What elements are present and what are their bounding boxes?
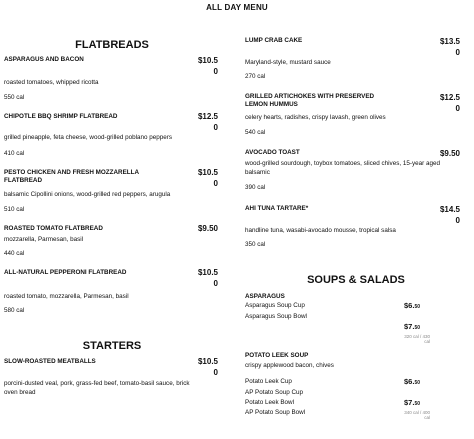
section-heading-flatbreads: FLATBREADS (75, 39, 149, 51)
item-cal-asparagus-bacon: 550 cal (4, 94, 25, 101)
soup-cal-asparagus: 320 cal / 430 cal (404, 334, 430, 344)
soup-option-asparagus-cup: Asparagus Soup Cup (245, 302, 305, 309)
item-price-chipotle: $12.5 0 (197, 112, 218, 132)
item-cal-crab-cake: 270 cal (245, 73, 266, 80)
item-cal-artichokes: 540 cal (245, 129, 266, 136)
item-desc-roasted-tomato: mozzarella, Parmesan, basil (4, 236, 84, 243)
item-price-meatballs: $10.5 0 (197, 357, 218, 377)
soup-title-asparagus: ASPARAGUS (245, 293, 285, 300)
item-cal-pepperoni: 580 cal (4, 307, 25, 314)
soup-cal-potato-leek: 340 cal / 400 cal (404, 410, 430, 420)
item-name-avocado-toast: AVOCADO TOAST (245, 149, 300, 156)
soup-desc-potato-leek: crispy applewood bacon, chives (245, 362, 334, 369)
soup-option-potato-leek-cup: Potato Leek Cup (245, 378, 292, 385)
soup-title-potato-leek: POTATO LEEK SOUP (245, 352, 309, 359)
item-desc-crab-cake: Maryland-style, mustard sauce (245, 59, 331, 66)
item-price-artichokes: $12.5 0 (439, 93, 460, 113)
item-cal-roasted-tomato: 440 cal (4, 250, 25, 257)
soup-option-asparagus-bowl: Asparagus Soup Bowl (245, 313, 307, 320)
item-desc-pesto: balsamic Cipollini onions, wood-grilled red peppers, arugula (4, 191, 171, 198)
soup-option-ap-potato-cup: AP Potato Soup Cup (245, 389, 303, 396)
item-desc-chipotle: grilled pineapple, feta cheese, wood-grilled poblano peppers (4, 134, 173, 141)
item-name-pesto: PESTO CHICKEN AND FRESH MOZZARELLA FLATBREAD (4, 169, 140, 184)
item-price-asparagus-bacon: $10.5 0 (197, 56, 218, 76)
item-desc-pepperoni: roasted tomato, mozzarella, Parmesan, basil (4, 293, 129, 300)
item-desc-ahi-tuna: handline tuna, wasabi-avocado mousse, tropical salsa (245, 227, 396, 234)
section-heading-soups-salads: SOUPS & SALADS (307, 274, 405, 286)
soup-price-asparagus-bowl: $7.50 (404, 322, 420, 331)
item-name-chipotle: CHIPOTLE BBQ SHRIMP FLATBREAD (4, 113, 118, 120)
item-price-ahi-tuna: $14.5 0 (439, 205, 460, 225)
item-name-roasted-tomato: ROASTED TOMATO FLATBREAD (4, 225, 103, 232)
item-price-roasted-tomato: $9.50 (197, 224, 218, 233)
item-desc-avocado-toast: wood-grilled sourdough, toybox tomatoes, sliced chives, 15-year aged balsamic (245, 160, 440, 176)
soup-price-potato-leek-bowl: $7.50 (404, 398, 420, 407)
soup-price-potato-leek-cup: $6.50 (404, 377, 420, 386)
item-desc-meatballs: porcini-dusted veal, pork, grass-fed beef, tomato-basil sauce, brick oven bread (4, 380, 190, 396)
item-name-ahi-tuna: AHI TUNA TARTARE* (245, 205, 309, 212)
item-desc-asparagus-bacon: roasted tomatoes, whipped ricotta (4, 79, 99, 86)
item-price-pepperoni: $10.5 0 (197, 268, 218, 288)
item-price-avocado-toast: $9.50 (439, 149, 460, 158)
item-cal-pesto: 510 cal (4, 206, 25, 213)
item-price-pesto: $10.5 0 (197, 168, 218, 188)
menu-title: ALL DAY MENU (206, 3, 268, 12)
item-cal-avocado-toast: 390 cal (245, 184, 266, 191)
section-heading-starters: STARTERS (82, 340, 142, 352)
item-desc-artichokes: celery hearts, radishes, crispy lavash, green olives (245, 114, 386, 121)
item-name-pepperoni: ALL-NATURAL PEPPERONI FLATBREAD (4, 269, 127, 276)
item-name-crab-cake: LUMP CRAB CAKE (245, 37, 303, 44)
item-name-artichokes: GRILLED ARTICHOKES WITH PRESERVED LEMON HUMMUS (245, 93, 375, 108)
soup-price-asparagus-cup: $6.50 (404, 301, 420, 310)
item-name-meatballs: SLOW-ROASTED MEATBALLS (4, 358, 96, 365)
item-price-crab-cake: $13.5 0 (439, 37, 460, 57)
soup-option-ap-potato-bowl: AP Potato Soup Bowl (245, 409, 306, 416)
item-cal-ahi-tuna: 350 cal (245, 241, 266, 248)
item-name-asparagus-bacon: ASPARAGUS AND BACON (4, 56, 84, 63)
item-cal-chipotle: 410 cal (4, 150, 25, 157)
soup-option-potato-leek-bowl: Potato Leek Bowl (245, 399, 295, 406)
